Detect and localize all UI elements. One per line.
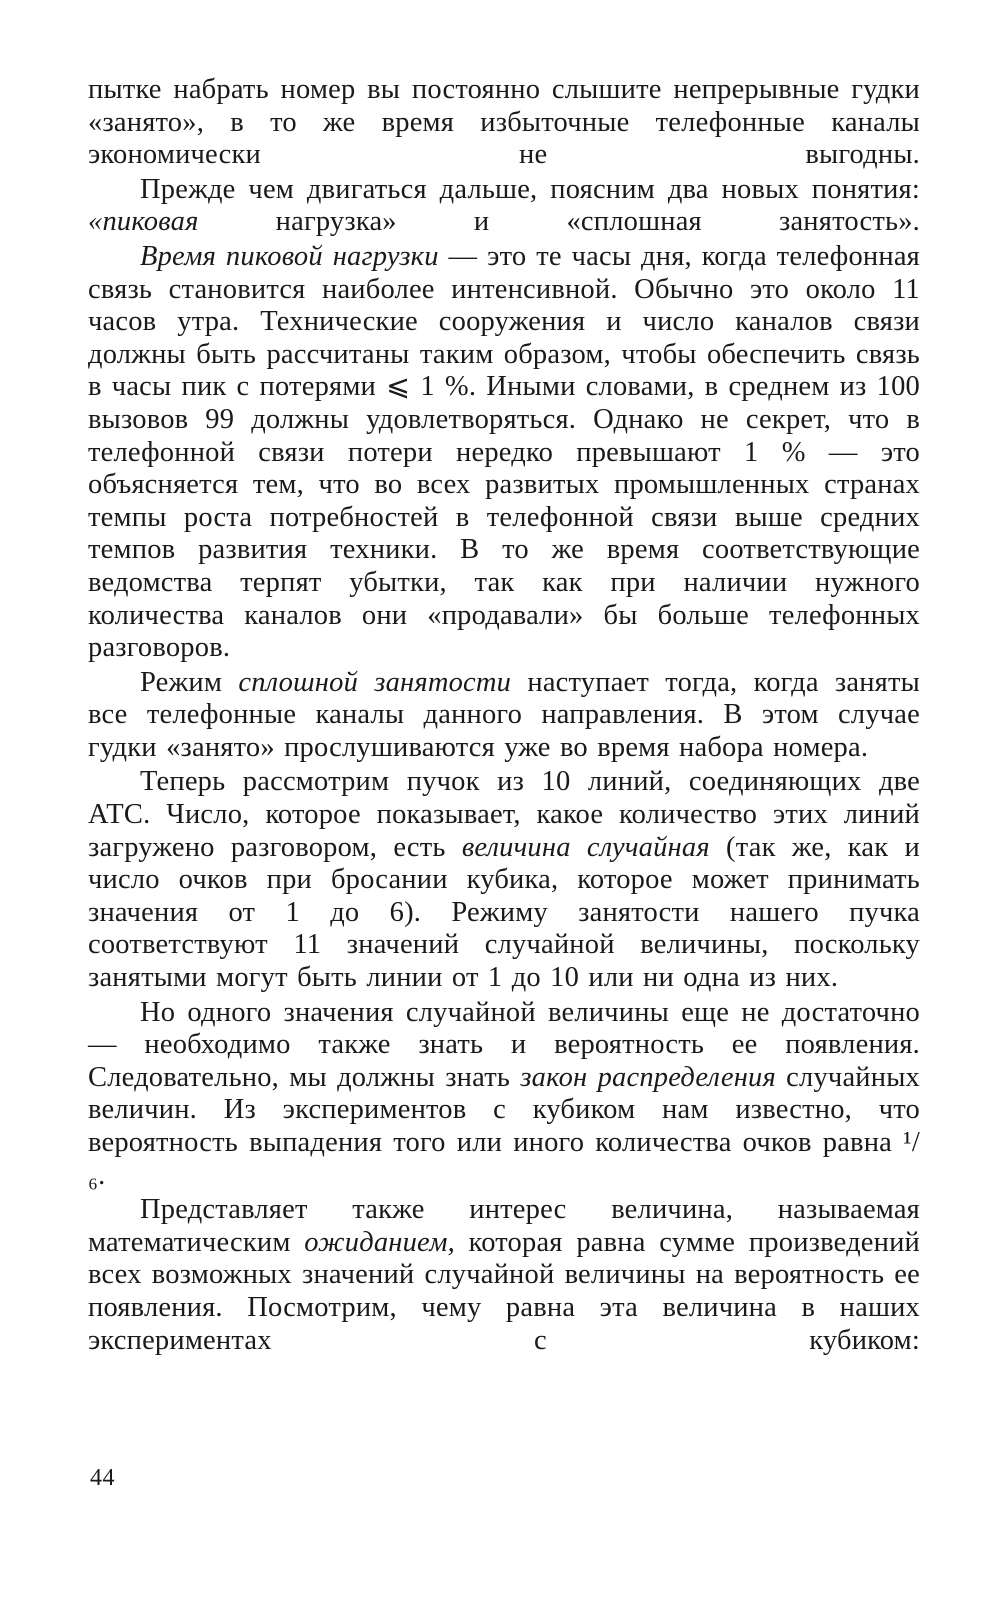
paragraph-6-text-a: Но одного значения случайной величины еще не достаточно — необходимо также знать и вероятность ее появления. Следовательно, мы должны знать xyxy=(88,996,920,1093)
paragraph-4-italic-term: сплошной занятости xyxy=(238,666,512,698)
paragraph-6-text-b: случайных величин. Из экспериментов с кубиком нам известно, что вероятность выпадения того или иного количества очков равна ¹/₆. xyxy=(88,1061,920,1191)
paragraph-2-text-a: Прежде чем двигаться дальше, поясним два новых понятия: xyxy=(140,173,920,205)
page-number: 44 xyxy=(90,1465,115,1491)
paragraph-2-italic-term: «пиковая xyxy=(88,206,199,238)
paragraph-2 xyxy=(88,174,920,239)
paragraph-3-text: — это те часы дня, когда телефонная связь становится наиболее интенсивной. Обычно это около 11 часов утра. Технические сооружения и число каналов связи должны быть рассчитаны таким образом, чтобы обеспечить связь в часы пик с потерями ⩽ 1 %. Иными словами, в среднем из 100 вызовов 99 должны удовлетворяться. Однако не секрет, что в телефонной связи потери нередко превышают 1 % — это объясняется тем, что во всех развитых промышленных странах темпы роста потребностей в телефонной связи выше средних темпов развития техники. В то же время соответствующие ведомства терпят убытки, так как при наличии нужного количества каналов они «продавали» бы больше телефонных разговоров. xyxy=(88,240,920,664)
paragraph-4 xyxy=(88,667,920,765)
paragraph-5 xyxy=(88,766,920,994)
paragraph-7-italic-term: ожиданием, xyxy=(304,1226,455,1258)
page-body xyxy=(88,74,920,1357)
paragraph-3-italic-term: Время пиковой нагрузки xyxy=(140,240,439,272)
paragraph-4-text-b: наступает тогда, когда заняты все телефонные каналы данного направления. В этом случае гудки «занято» прослушиваются уже во время набора номера. xyxy=(88,666,920,763)
paragraph-7-text-a: Представляет также интерес величина, называемая математическим xyxy=(88,1194,920,1258)
paragraph-4-text-a: Режим xyxy=(140,666,239,698)
paragraph-5-text-b: (так же, как и число очков при бросании кубика, которое может принимать значения от 1 до 6). Режиму занятости нашего пучка соответствуют 11 значений случайной величины, поскольку занятыми могут быть линии от 1 до 10 или ни одна из них. xyxy=(88,831,920,994)
paragraph-1 xyxy=(88,74,920,172)
paragraph-6-italic-term: закон распределения xyxy=(520,1061,776,1093)
paragraph-3 xyxy=(88,241,920,665)
paragraph-5-italic-term: величина случайная xyxy=(461,831,710,863)
paragraph-7 xyxy=(88,1194,920,1357)
paragraph-6 xyxy=(88,997,920,1193)
paragraph-5-text-a: Теперь рассмотрим пучок из 10 линий, соединяющих две АТС. Число, которое показывает, какое количество этих линий загружено разговором, есть xyxy=(88,766,920,863)
paragraph-1-text: пытке набрать номер вы постоянно слышите непрерывные гудки «занято», в то же время избыточные телефонные каналы экономически не выгодны. xyxy=(88,74,920,171)
paragraph-7-text-b: которая равна сумме произведений всех возможных значений случайной величины на вероятность ее появления. Посмотрим, чему равна эта величина в наших экспериментах с кубиком: xyxy=(88,1226,920,1356)
paragraph-2-text-b: нагрузка» и «сплошная занятость». xyxy=(198,206,920,238)
